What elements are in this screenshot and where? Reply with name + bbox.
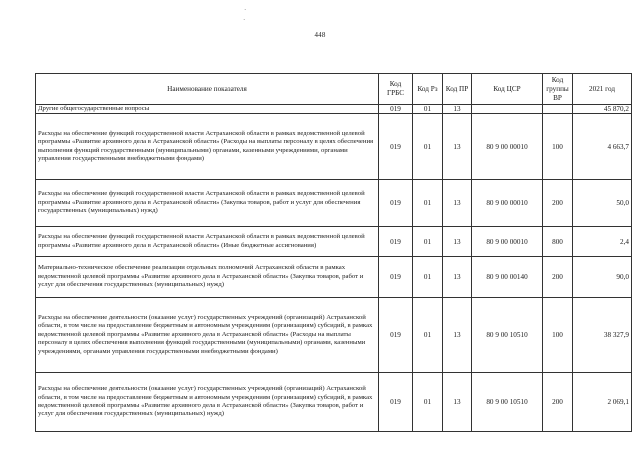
header-rz: Код Рз bbox=[413, 74, 443, 105]
table-header-row bbox=[36, 74, 632, 105]
budget-table bbox=[35, 73, 632, 432]
row-pr: 13 bbox=[443, 105, 472, 114]
table-row bbox=[36, 105, 632, 114]
row-rz: 01 bbox=[413, 114, 443, 180]
row-rz: 01 bbox=[413, 298, 443, 373]
row-grbs: 019 bbox=[379, 257, 413, 298]
row-vr: 200 bbox=[543, 180, 573, 227]
row-grbs: 019 bbox=[379, 298, 413, 373]
row-vr: 800 bbox=[543, 227, 573, 257]
row-rz: 01 bbox=[413, 227, 443, 257]
row-name: Расходы на обеспечение функций государственной власти Астраханской области в рамках ведомственной целевой программы «Развитие архивного дела в Астраханской области» (Иные бюджетные ассигнования) bbox=[36, 227, 379, 257]
row-amount: 4 663,7 bbox=[573, 114, 632, 180]
header-year: 2021 год bbox=[573, 74, 632, 105]
row-amount: 45 870,2 bbox=[573, 105, 632, 114]
header-pr: Код ПР bbox=[443, 74, 472, 105]
header-csr: Код ЦСР bbox=[472, 74, 543, 105]
scan-speck: · bbox=[244, 6, 247, 14]
row-csr: 80 9 00 10510 bbox=[472, 373, 543, 432]
table-row bbox=[36, 257, 632, 298]
row-csr bbox=[472, 105, 543, 114]
table-row bbox=[36, 114, 632, 180]
row-pr: 13 bbox=[443, 114, 472, 180]
row-vr: 100 bbox=[543, 114, 573, 180]
row-pr: 13 bbox=[443, 180, 472, 227]
header-vr: Код группы ВР bbox=[543, 74, 573, 105]
table-row bbox=[36, 227, 632, 257]
row-csr: 80 9 00 00140 bbox=[472, 257, 543, 298]
row-rz: 01 bbox=[413, 373, 443, 432]
row-csr: 80 9 00 00010 bbox=[472, 114, 543, 180]
row-vr: 100 bbox=[543, 298, 573, 373]
row-amount: 2 069,1 bbox=[573, 373, 632, 432]
row-pr: 13 bbox=[443, 373, 472, 432]
page-number: 448 bbox=[314, 31, 326, 39]
row-amount: 38 327,9 bbox=[573, 298, 632, 373]
table-row bbox=[36, 298, 632, 373]
row-csr: 80 9 00 00010 bbox=[472, 227, 543, 257]
row-pr: 13 bbox=[443, 257, 472, 298]
row-csr: 80 9 00 00010 bbox=[472, 180, 543, 227]
scan-speck: · bbox=[243, 16, 246, 24]
row-grbs: 019 bbox=[379, 373, 413, 432]
row-name: Материально-техническое обеспечение реализации отдельных полномочий Астраханской области в рамках ведомственной целевой программы «Развитие архивного дела в Астраханской области» (Закупка товаров, работ и услуг для обеспечения государственных (муниципальных) нужд) bbox=[36, 257, 379, 298]
row-name: Расходы на обеспечение функций государственной власти Астраханской области в рамках ведомственной целевой программы «Развитие архивного дела в Астраханской области» (Закупка товаров, работ и услуг для обеспечения государственных (муниципальных) нужд) bbox=[36, 180, 379, 227]
row-name: Расходы на обеспечение деятельности (оказание услуг) государственных учреждений (организаций) Астраханской области, в том числе на предоставление бюджетным и автономным учреждениям (организациям) субсидий, в рамках ведомственной целевой программы «Развитие архивного дела в Астраханской области» (Расходы на выплаты персоналу в целях обеспечения выполнения функций государственными (муниципальными) органами, казенными учреждениями, органами управления государственными внебюджетными фондами) bbox=[36, 298, 379, 373]
row-pr: 13 bbox=[443, 227, 472, 257]
row-amount: 2,4 bbox=[573, 227, 632, 257]
row-grbs: 019 bbox=[379, 114, 413, 180]
row-grbs: 019 bbox=[379, 105, 413, 114]
row-csr: 80 9 00 10510 bbox=[472, 298, 543, 373]
row-grbs: 019 bbox=[379, 180, 413, 227]
header-grbs: Код ГРБС bbox=[379, 74, 413, 105]
row-vr bbox=[543, 105, 573, 114]
row-name: Расходы на обеспечение функций государственной власти Астраханской области в рамках ведомственной целевой программы «Развитие архивного дела в Астраханской области» (Расходы на выплаты персоналу в целях обеспечения выполнения функций государственными (муниципальными) органами, казенными учреждениями, органами управления государственными внебюджетными фондами) bbox=[36, 114, 379, 180]
row-rz: 01 bbox=[413, 257, 443, 298]
row-amount: 50,0 bbox=[573, 180, 632, 227]
table-row bbox=[36, 180, 632, 227]
row-rz: 01 bbox=[413, 180, 443, 227]
row-name: Расходы на обеспечение деятельности (оказание услуг) государственных учреждений (организаций) Астраханской области, в том числе на предоставление бюджетным и автономным учреждениям (организациям) субсидий, в рамках ведомственной целевой программы «Развитие архивного дела в Астраханской области» (Закупка товаров, работ и услуг для обеспечения государственных (муниципальных) нужд) bbox=[36, 373, 379, 432]
table-row bbox=[36, 373, 632, 432]
row-rz: 01 bbox=[413, 105, 443, 114]
row-vr: 200 bbox=[543, 373, 573, 432]
row-pr: 13 bbox=[443, 298, 472, 373]
row-amount: 90,0 bbox=[573, 257, 632, 298]
row-vr: 200 bbox=[543, 257, 573, 298]
row-grbs: 019 bbox=[379, 227, 413, 257]
header-name: Наименование показателя bbox=[36, 74, 379, 105]
row-name: Другие общегосударственные вопросы bbox=[36, 105, 379, 114]
